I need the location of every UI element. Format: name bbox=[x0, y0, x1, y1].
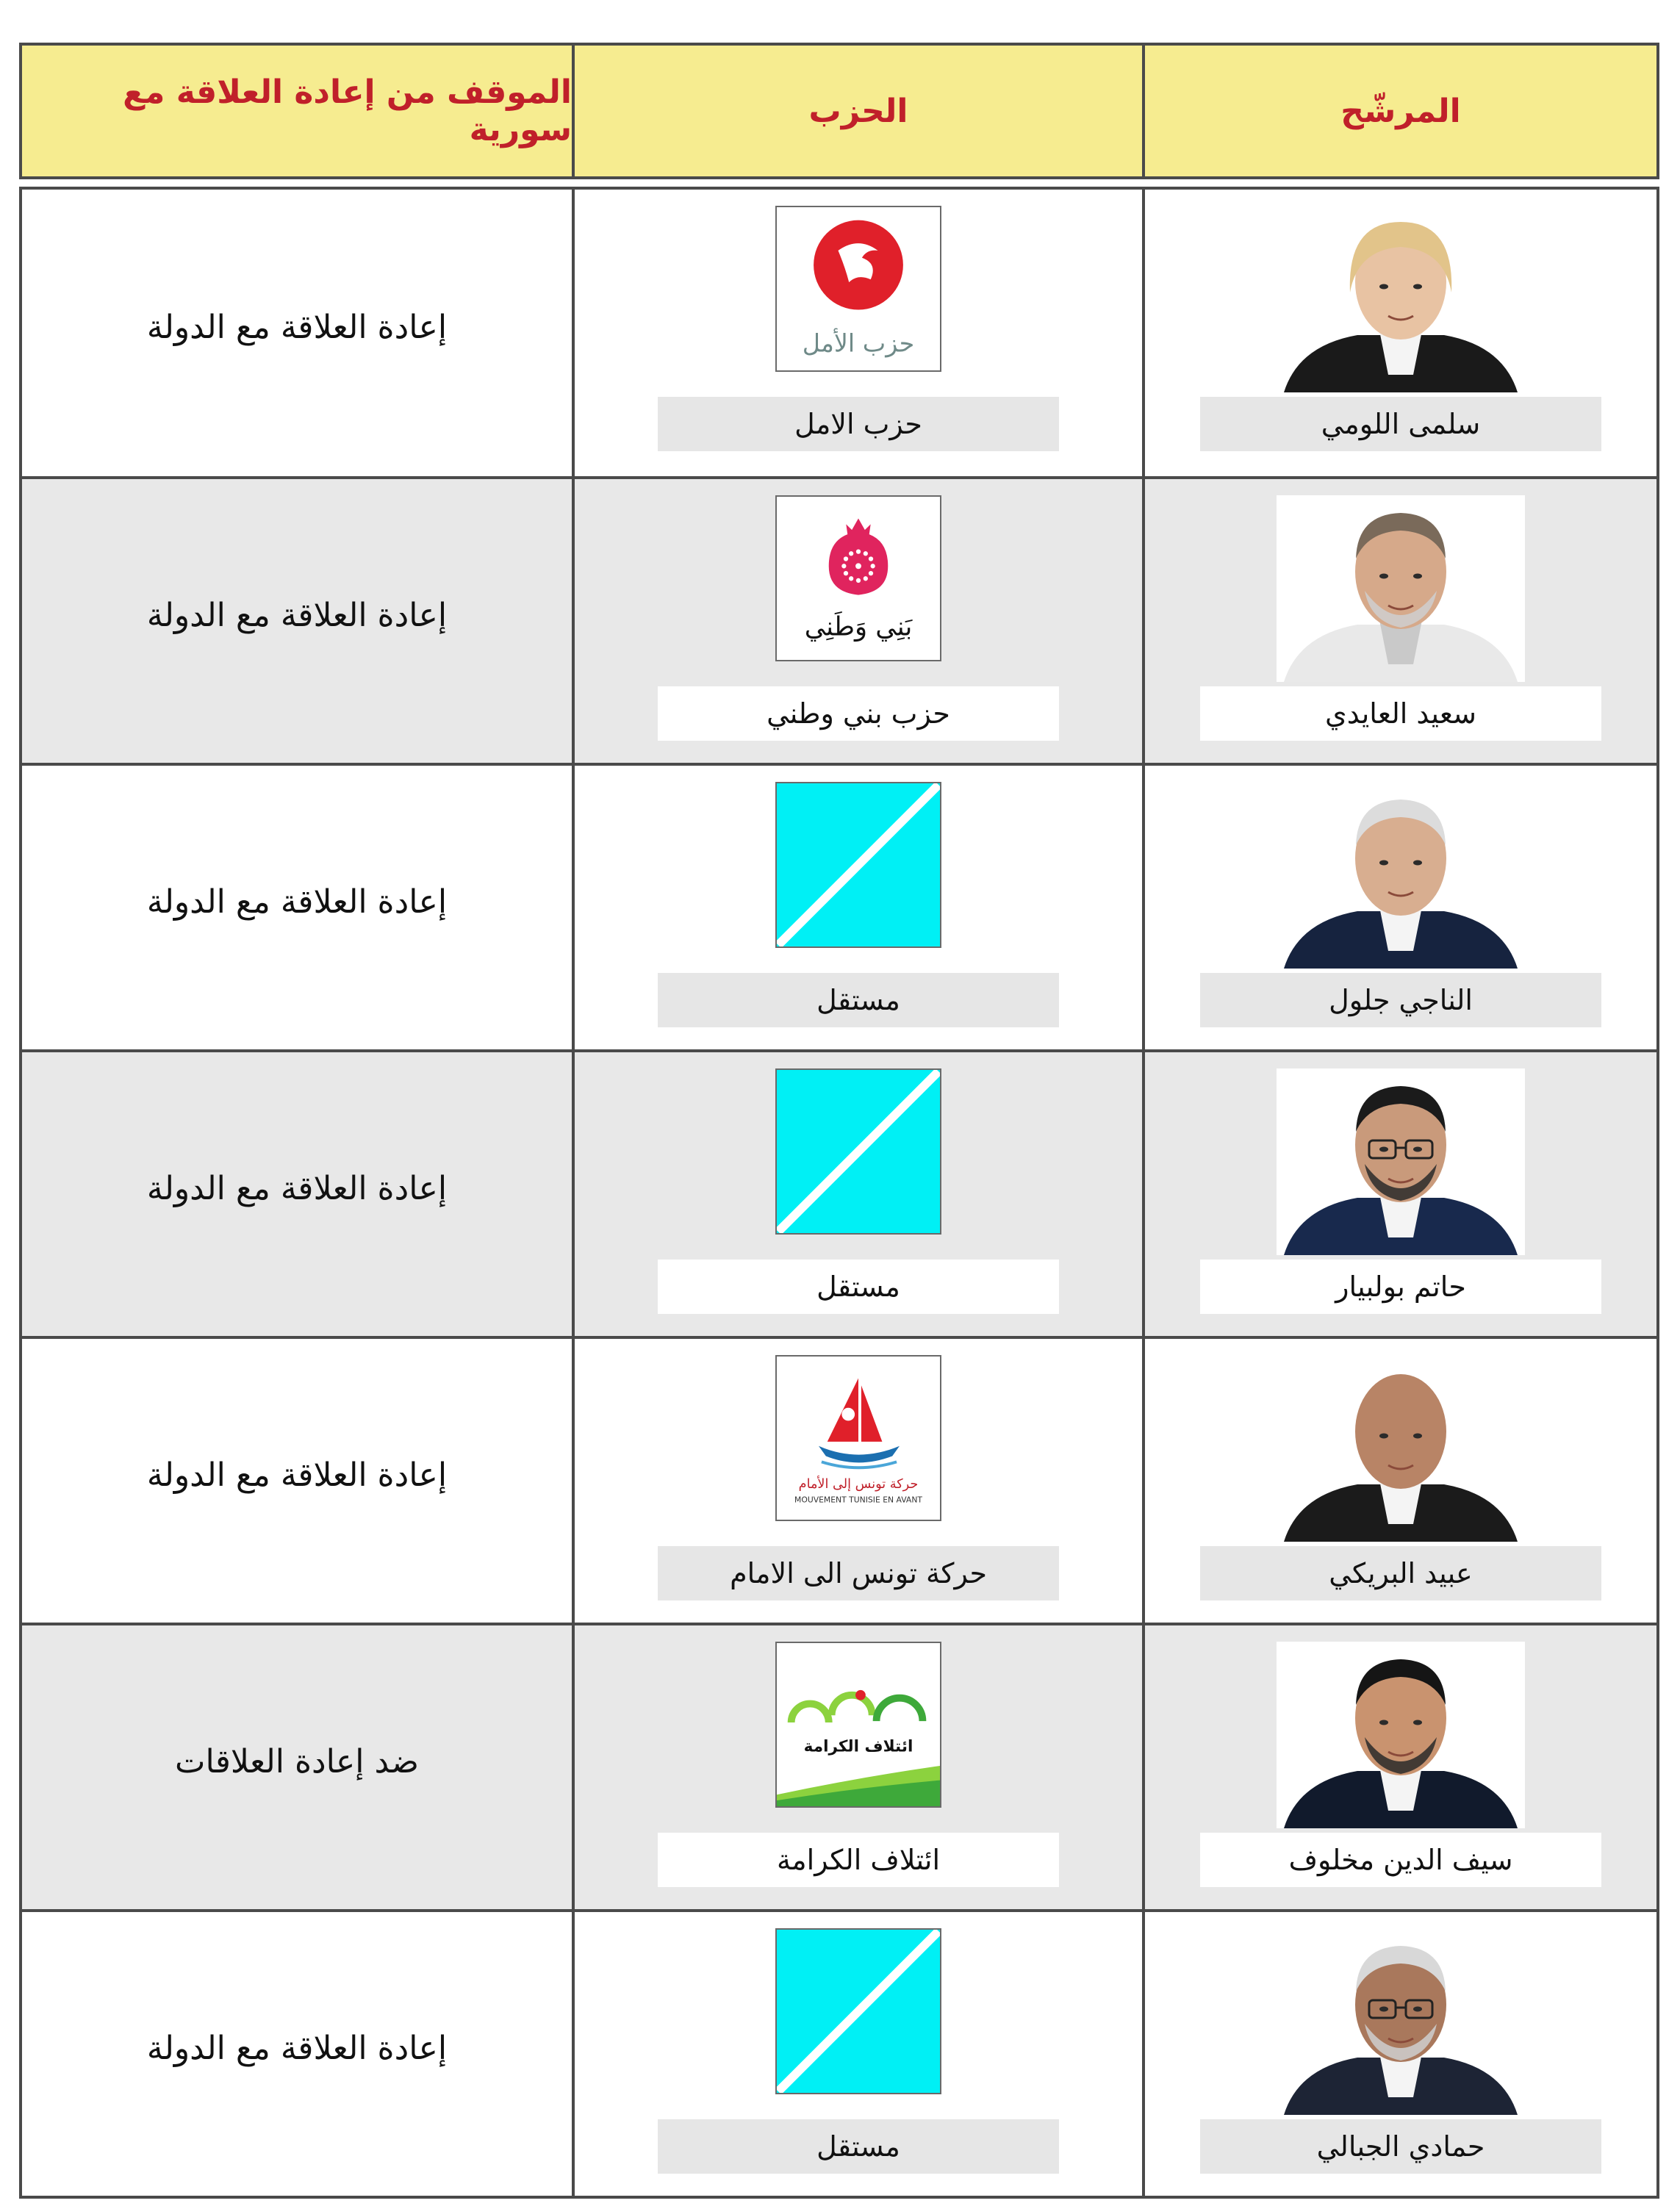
table-row bbox=[19, 1623, 1662, 1912]
party-logo bbox=[775, 1355, 941, 1521]
table-row bbox=[19, 1336, 1662, 1625]
candidate-photo bbox=[1277, 782, 1525, 969]
stance-cell bbox=[19, 763, 575, 1052]
party-logo bbox=[775, 1642, 941, 1808]
candidate-cell bbox=[1142, 476, 1659, 766]
party-cell bbox=[572, 1623, 1145, 1912]
table-row bbox=[19, 187, 1662, 479]
candidate-name: سعيد العايدي bbox=[1200, 686, 1601, 741]
candidate-name: سلمى اللومي bbox=[1200, 397, 1601, 451]
candidate-cell bbox=[1142, 1336, 1659, 1625]
header-stance-cell bbox=[19, 43, 575, 179]
table-row bbox=[19, 763, 1662, 1052]
table-row bbox=[19, 476, 1662, 766]
candidate-name: سيف الدين مخلوف bbox=[1200, 1833, 1601, 1887]
header-stance: الموقف من إعادة العلاقة مع سورية bbox=[123, 73, 572, 148]
stance-cell bbox=[19, 1049, 575, 1339]
party-name: حزب بني وطني bbox=[658, 686, 1059, 741]
party-cell bbox=[572, 1909, 1145, 2199]
stance-text: إعادة العلاقة مع الدولة bbox=[146, 596, 448, 634]
party-name: مستقل bbox=[658, 1260, 1059, 1314]
stance-text: إعادة العلاقة مع الدولة bbox=[146, 1169, 448, 1207]
party-name: ائتلاف الكرامة bbox=[658, 1833, 1059, 1887]
logo-text: بَنِي وَطَنِي bbox=[804, 611, 913, 642]
header-candidate-cell bbox=[1142, 43, 1659, 179]
candidate-name: الناجي جلول bbox=[1200, 973, 1601, 1027]
candidate-cell bbox=[1142, 1049, 1659, 1339]
party-logo bbox=[775, 206, 941, 372]
logo-text: ائتلاف الكرامة bbox=[803, 1737, 913, 1756]
candidate-name: حمادي الجبالي bbox=[1200, 2119, 1601, 2174]
party-name: مستقل bbox=[658, 973, 1059, 1027]
party-cell bbox=[572, 763, 1145, 1052]
party-logo bbox=[775, 495, 941, 661]
candidate-photo bbox=[1277, 1642, 1525, 1828]
party-logo bbox=[775, 1068, 941, 1235]
table-header bbox=[19, 43, 1662, 179]
header-party-cell bbox=[572, 43, 1145, 179]
candidate-name: حاتم بولبيار bbox=[1200, 1260, 1601, 1314]
stance-text: إعادة العلاقة مع الدولة bbox=[146, 1456, 448, 1494]
stance-text: ضد إعادة العلاقات bbox=[175, 1742, 419, 1781]
table-row bbox=[19, 1909, 1662, 2199]
candidate-cell bbox=[1142, 1909, 1659, 2199]
party-cell bbox=[572, 1336, 1145, 1625]
party-logo bbox=[775, 1928, 941, 2094]
party-cell bbox=[572, 476, 1145, 766]
candidate-cell bbox=[1142, 1623, 1659, 1912]
logo-subtext: MOUVEMENT TUNISIE EN AVANT bbox=[794, 1495, 922, 1505]
stance-cell bbox=[19, 1336, 575, 1625]
stance-cell bbox=[19, 1623, 575, 1912]
stance-cell bbox=[19, 187, 575, 479]
logo-text: حزب الأمل bbox=[802, 328, 915, 358]
stance-cell bbox=[19, 1909, 575, 2199]
party-name: حزب الامل bbox=[658, 397, 1059, 451]
candidate-photo bbox=[1277, 495, 1525, 682]
stance-text: إعادة العلاقة مع الدولة bbox=[146, 308, 448, 346]
party-cell bbox=[572, 1049, 1145, 1339]
header-party: الحزب bbox=[808, 92, 908, 130]
candidate-photo bbox=[1277, 1928, 1525, 2115]
stance-text: إعادة العلاقة مع الدولة bbox=[146, 2029, 448, 2067]
candidate-photo bbox=[1277, 1355, 1525, 1542]
logo-text: حركة تونس إلى الأمام bbox=[798, 1476, 919, 1492]
candidate-photo bbox=[1277, 1068, 1525, 1255]
candidate-name: عبيد البريكي bbox=[1200, 1546, 1601, 1600]
stance-cell bbox=[19, 476, 575, 766]
stance-text: إعادة العلاقة مع الدولة bbox=[146, 883, 448, 921]
party-logo bbox=[775, 782, 941, 948]
candidate-cell bbox=[1142, 763, 1659, 1052]
header-candidate: المرشّح bbox=[1340, 92, 1461, 130]
party-name: مستقل bbox=[658, 2119, 1059, 2174]
party-cell bbox=[572, 187, 1145, 479]
party-name: حركة تونس الى الامام bbox=[658, 1546, 1059, 1600]
candidate-photo bbox=[1277, 206, 1525, 392]
table-row bbox=[19, 1049, 1662, 1339]
candidate-cell bbox=[1142, 187, 1659, 479]
